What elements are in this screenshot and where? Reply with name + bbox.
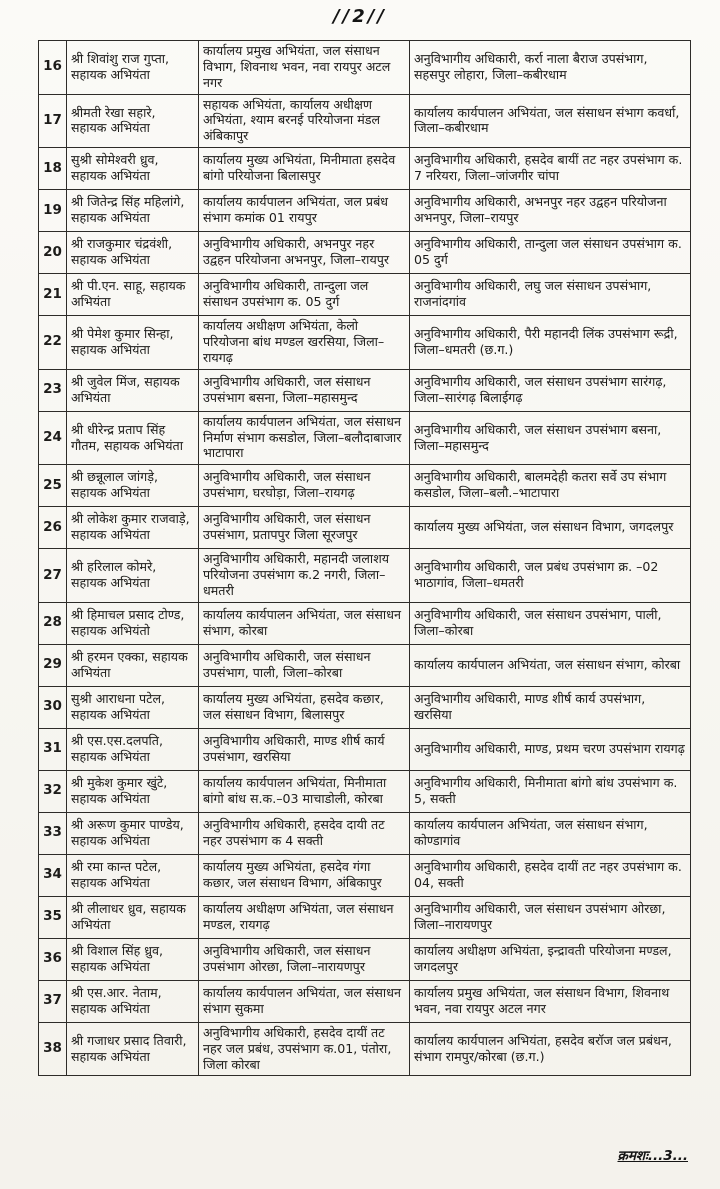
present-posting: अनुविभागीय अधिकारी, अभनपुर नहर उद्वहन परियोजना अभनपुर, जिला–रायपुर <box>199 232 410 274</box>
new-posting: अनुविभागीय अधिकारी, माण्ड शीर्ष कार्य उपसंभाग, खरसिया <box>410 686 691 728</box>
new-posting: कार्यालय अधीक्षण अभियंता, इन्द्रावती परियोजना मण्डल, जगदलपुर <box>410 938 691 980</box>
table-row <box>39 507 691 549</box>
serial-number: 30 <box>39 686 67 728</box>
present-posting: अनुविभागीय अधिकारी, तान्दुला जल संसाधन उपसंभाग क. 05 दुर्ग <box>199 274 410 316</box>
officer-name: श्री गजाधर प्रसाद तिवारी, सहायक अभियंता <box>67 1022 199 1076</box>
officer-name: श्री पी.एन. साहू, सहायक अभियंता <box>67 274 199 316</box>
table-row <box>39 411 691 465</box>
present-posting: अनुविभागीय अधिकारी, हसदेव दायीं तट नहर जल प्रबंध, उपसंभाग क.01, पंतोरा, जिला कोरबा <box>199 1022 410 1076</box>
present-posting: अनुविभागीय अधिकारी, माण्ड शीर्ष कार्य उपसंभाग, खरसिया <box>199 728 410 770</box>
officer-name: श्री राजकुमार चंद्रवंशी, सहायक अभियंता <box>67 232 199 274</box>
officer-name: श्रीमती रेखा सहारे, सहायक अभियंता <box>67 94 199 148</box>
officer-name: श्री हरमन एक्का, सहायक अभियंता <box>67 644 199 686</box>
table-row <box>39 644 691 686</box>
officer-name: श्री पेमेश कुमार सिन्हा, सहायक अभियंता <box>67 316 199 370</box>
serial-number: 32 <box>39 770 67 812</box>
table-row <box>39 274 691 316</box>
table-row <box>39 854 691 896</box>
serial-number: 29 <box>39 644 67 686</box>
officer-name: सुश्री आराधना पटेल, सहायक अभियंता <box>67 686 199 728</box>
table-row <box>39 1022 691 1076</box>
officer-name: श्री मुकेश कुमार खुंटे, सहायक अभियंता <box>67 770 199 812</box>
new-posting: कार्यालय कार्यपालन अभियंता, हसदेव बरॉज जल प्रबंधन, संभाग रामपुर/कोरबा (छ.ग.) <box>410 1022 691 1076</box>
serial-number: 37 <box>39 980 67 1022</box>
officer-name: श्री लीलाधर ध्रुव, सहायक अभियंता <box>67 896 199 938</box>
transfer-table-body <box>39 41 691 1076</box>
present-posting: कार्यालय कार्यपालन अभियंता, जल संसाधन संभाग सुकमा <box>199 980 410 1022</box>
present-posting: कार्यालय कार्यपालन अभियंता, जल प्रबंध संभाग कमांक 01 रायपुर <box>199 190 410 232</box>
table-row <box>39 190 691 232</box>
table-row <box>39 369 691 411</box>
serial-number: 33 <box>39 812 67 854</box>
new-posting: कार्यालय कार्यपालन अभियंता, जल संसाधन संभाग कवर्धा, जिला–कबीरधाम <box>410 94 691 148</box>
table-row <box>39 94 691 148</box>
present-posting: कार्यालय प्रमुख अभियंता, जल संसाधन विभाग, शिवनाथ भवन, नवा रायपुर अटल नगर <box>199 41 410 95</box>
table-row <box>39 686 691 728</box>
present-posting: अनुविभागीय अधिकारी, जल संसाधन उपसंभाग ओरछा, जिला–नारायणपुर <box>199 938 410 980</box>
serial-number: 17 <box>39 94 67 148</box>
new-posting: कार्यालय कार्यपालन अभियंता, जल संसाधन संभाग, कोरबा <box>410 644 691 686</box>
officer-name: श्री एस.एस.दलपति, सहायक अभियंता <box>67 728 199 770</box>
serial-number: 18 <box>39 148 67 190</box>
serial-number: 22 <box>39 316 67 370</box>
present-posting: कार्यालय कार्यपालन अभियंता, जल संसाधन निर्माण संभाग कसडोल, जिला–बलौदाबाजार भाटापारा <box>199 411 410 465</box>
present-posting: अनुविभागीय अधिकारी, महानदी जलाशय परियोजना उपसंभाग क.2 नगरी, जिला–धमतरी <box>199 549 410 603</box>
serial-number: 27 <box>39 549 67 603</box>
serial-number: 35 <box>39 896 67 938</box>
table-row <box>39 465 691 507</box>
new-posting: अनुविभागीय अधिकारी, पैरी महानदी लिंक उपसंभाग रूद्री, जिला–धमतरी (छ.ग.) <box>410 316 691 370</box>
new-posting: अनुविभागीय अधिकारी, हसदेव दायीं तट नहर उपसंभाग क. 04, सक्ती <box>410 854 691 896</box>
table-row <box>39 602 691 644</box>
officer-name: श्री अरूण कुमार पाण्डेय, सहायक अभियंता <box>67 812 199 854</box>
present-posting: अनुविभागीय अधिकारी, हसदेव दायी तट नहर उपसंभाग क 4 सक्ती <box>199 812 410 854</box>
present-posting: अनुविभागीय अधिकारी, जल संसाधन उपसंभाग, पाली, जिला–कोरबा <box>199 644 410 686</box>
serial-number: 36 <box>39 938 67 980</box>
officer-name: सुश्री सोमेश्वरी ध्रुव, सहायक अभियंता <box>67 148 199 190</box>
present-posting: अनुविभागीय अधिकारी, जल संसाधन उपसंभाग, प्रतापपुर जिला सूरजपुर <box>199 507 410 549</box>
new-posting: अनुविभागीय अधिकारी, मिनीमाता बांगो बांध उपसंभाग क. 5, सक्ती <box>410 770 691 812</box>
table-row <box>39 549 691 603</box>
new-posting: अनुविभागीय अधिकारी, हसदेव बायीं तट नहर उपसंभाग क. 7 नरियरा, जिला–जांजगीर चांपा <box>410 148 691 190</box>
serial-number: 28 <box>39 602 67 644</box>
serial-number: 34 <box>39 854 67 896</box>
officer-name: श्री जुवेल मिंज, सहायक अभियंता <box>67 369 199 411</box>
table-row <box>39 980 691 1022</box>
new-posting: अनुविभागीय अधिकारी, जल संसाधन उपसंभाग ओरछा, जिला–नारायणपुर <box>410 896 691 938</box>
page-number: //2// <box>333 6 387 27</box>
new-posting: अनुविभागीय अधिकारी, बालमदेही कतरा सर्वे उप संभाग कसडोल, जिला–बलौ.–भाटापारा <box>410 465 691 507</box>
serial-number: 21 <box>39 274 67 316</box>
serial-number: 19 <box>39 190 67 232</box>
new-posting: कार्यालय कार्यपालन अभियंता, जल संसाधन संभाग, कोण्डागांव <box>410 812 691 854</box>
officer-name: श्री जितेन्द्र सिंह महिलांगे, सहायक अभियंता <box>67 190 199 232</box>
new-posting: अनुविभागीय अधिकारी, जल संसाधन उपसंभाग, पाली, जिला–कोरबा <box>410 602 691 644</box>
officer-name: श्री हरिलाल कोमरे, सहायक अभियंता <box>67 549 199 603</box>
table-row <box>39 316 691 370</box>
present-posting: कार्यालय कार्यपालन अभियंता, जल संसाधन संभाग, कोरबा <box>199 602 410 644</box>
serial-number: 25 <box>39 465 67 507</box>
present-posting: कार्यालय अधीक्षण अभियंता, जल संसाधन मण्डल, रायगढ़ <box>199 896 410 938</box>
serial-number: 26 <box>39 507 67 549</box>
continuation-marker: क्रमशः...3... <box>617 1148 688 1164</box>
new-posting: अनुविभागीय अधिकारी, माण्ड, प्रथम चरण उपसंभाग रायगढ़ <box>410 728 691 770</box>
officer-name: श्री हिमाचल प्रसाद टोण्ड, सहायक अभियंतो <box>67 602 199 644</box>
new-posting: अनुविभागीय अधिकारी, लघु जल संसाधन उपसंभाग, राजनांदगांव <box>410 274 691 316</box>
officer-name: श्री शिवांशु राज गुप्ता, सहायक अभियंता <box>67 41 199 95</box>
table-row <box>39 232 691 274</box>
present-posting: कार्यालय मुख्य अभियंता, हसदेव गंगा कछार, जल संसाधन विभाग, अंबिकापुर <box>199 854 410 896</box>
serial-number: 23 <box>39 369 67 411</box>
present-posting: अनुविभागीय अधिकारी, जल संसाधन उपसंभाग, घरघोड़ा, जिला–रायगढ़ <box>199 465 410 507</box>
serial-number: 24 <box>39 411 67 465</box>
present-posting: कार्यालय कार्यपालन अभियंता, मिनीमाता बांगो बांध स.क.–03 माचाडोली, कोरबा <box>199 770 410 812</box>
serial-number: 20 <box>39 232 67 274</box>
new-posting: कार्यालय मुख्य अभियंता, जल संसाधन विभाग, जगदलपुर <box>410 507 691 549</box>
table-row <box>39 896 691 938</box>
table-row <box>39 938 691 980</box>
serial-number: 38 <box>39 1022 67 1076</box>
present-posting: अनुविभागीय अधिकारी, जल संसाधन उपसंभाग बसना, जिला–महासमुन्द <box>199 369 410 411</box>
transfer-order-table <box>38 40 691 1076</box>
new-posting: अनुविभागीय अधिकारी, अभनपुर नहर उद्वहन परियोजना अभनपुर, जिला–रायपुर <box>410 190 691 232</box>
table-row <box>39 812 691 854</box>
officer-name: श्री विशाल सिंह ध्रुव, सहायक अभियंता <box>67 938 199 980</box>
officer-name: श्री रमा कान्त पटेल, सहायक अभियंता <box>67 854 199 896</box>
new-posting: अनुविभागीय अधिकारी, जल संसाधन उपसंभाग सारंगढ़, जिला–सारंगढ़ बिलाईगढ़ <box>410 369 691 411</box>
present-posting: कार्यालय मुख्य अभियंता, मिनीमाता हसदेव बांगो परियोजना बिलासपुर <box>199 148 410 190</box>
present-posting: सहायक अभियंता, कार्यालय अधीक्षण अभियंता, श्याम बरनई परियोजना मंडल अंबिकापुर <box>199 94 410 148</box>
serial-number: 31 <box>39 728 67 770</box>
new-posting: कार्यालय प्रमुख अभियंता, जल संसाधन विभाग, शिवनाथ भवन, नवा रायपुर अटल नगर <box>410 980 691 1022</box>
present-posting: कार्यालय अधीक्षण अभियंता, केलो परियोजना बांध मण्डल खरसिया, जिला–रायगढ़ <box>199 316 410 370</box>
serial-number: 16 <box>39 41 67 95</box>
officer-name: श्री लोकेश कुमार राजवाड़े, सहायक अभियंता <box>67 507 199 549</box>
officer-name: श्री धीरेन्द्र प्रताप सिंह गौतम, सहायक अभियंता <box>67 411 199 465</box>
officer-name: श्री एस.आर. नेताम, सहायक अभियंता <box>67 980 199 1022</box>
table-row <box>39 41 691 95</box>
present-posting: कार्यालय मुख्य अभियंता, हसदेव कछार, जल संसाधन विभाग, बिलासपुर <box>199 686 410 728</box>
new-posting: अनुविभागीय अधिकारी, जल संसाधन उपसंभाग बसना, जिला–महासमुन्द <box>410 411 691 465</box>
new-posting: अनुविभागीय अधिकारी, कर्रा नाला बैराज उपसंभाग, सहसपुर लोहारा, जिला–कबीरधाम <box>410 41 691 95</box>
officer-name: श्री छन्नूलाल जांगड़े, सहायक अभियंता <box>67 465 199 507</box>
table-row <box>39 770 691 812</box>
table-row <box>39 728 691 770</box>
table-row <box>39 148 691 190</box>
new-posting: अनुविभागीय अधिकारी, जल प्रबंध उपसंभाग क्र. –02 भाठागांव, जिला–धमतरी <box>410 549 691 603</box>
new-posting: अनुविभागीय अधिकारी, तान्दुला जल संसाधन उपसंभाग क. 05 दुर्ग <box>410 232 691 274</box>
